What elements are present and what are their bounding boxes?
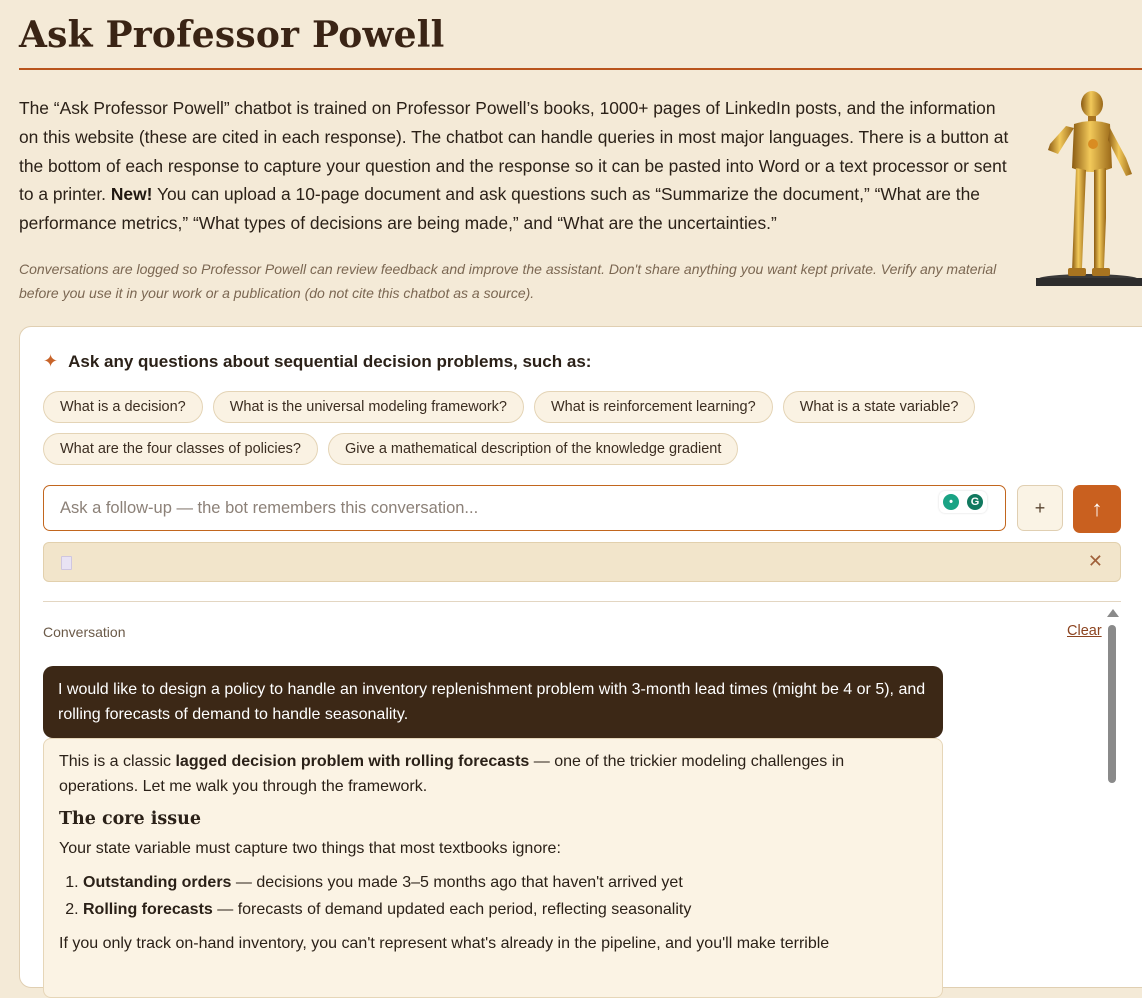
bot-paragraph: If you only track on-hand inventory, you can't represent what's already in the pipeline, and you'll make terrible bbox=[59, 935, 830, 952]
suggestion-chip[interactable]: What is the universal modeling framework? bbox=[213, 391, 524, 423]
list-item bbox=[83, 869, 927, 896]
list-item bbox=[83, 896, 927, 923]
chat-panel bbox=[19, 326, 1142, 988]
list-item-bold: Rolling forecasts bbox=[83, 901, 213, 918]
grammarly-icon[interactable]: G bbox=[967, 494, 983, 510]
suggestion-chips bbox=[43, 391, 1043, 475]
bot-bold-text: lagged decision problem with rolling forecasts bbox=[175, 753, 530, 770]
user-message: I would like to design a policy to handle an inventory replenishment problem with 3-month lead times (might be 4 or 5), and rolling forecasts of demand to handle seasonality. bbox=[43, 666, 943, 738]
bulb-icon[interactable]: • bbox=[943, 494, 959, 510]
bot-paragraph bbox=[59, 749, 927, 799]
bot-response bbox=[43, 738, 943, 998]
conversation-label: Conversation bbox=[43, 624, 126, 640]
suggestion-row bbox=[43, 391, 1043, 423]
document-icon bbox=[61, 556, 72, 570]
intro-paragraph bbox=[19, 94, 1019, 238]
list-item-text: — forecasts of demand updated each period, reflecting seasonality bbox=[212, 901, 692, 918]
new-label: New! bbox=[110, 184, 153, 205]
bot-list bbox=[59, 869, 927, 923]
bot-text: This is a classic bbox=[59, 753, 176, 770]
grammarly-widget[interactable] bbox=[939, 491, 987, 513]
intro-text-new: You can upload a 10-page document and ask questions such as “Summarize the document,” “What are the performance metrics,” “What types of decisions are being made,” and “What are the uncertainties.” bbox=[19, 184, 980, 234]
list-item-bold: Outstanding orders bbox=[83, 874, 232, 891]
intro-text: The “Ask Professor Powell” chatbot is trained on Professor Powell’s books, 1000+ pages of LinkedIn posts, and the information on this website (these are cited in each response). The chatbot can handle queries in most major languages. There is a button at the bottom of each response to capture your question and the response so it can be pasted into Word or a text processor or sent to a printer. bbox=[19, 98, 1009, 205]
bot-heading: The core issue bbox=[59, 809, 201, 829]
suggestion-chip[interactable]: What is a decision? bbox=[43, 391, 203, 423]
title-divider bbox=[19, 68, 1142, 70]
page-title: Ask Professor Powell bbox=[19, 14, 445, 56]
add-attachment-button[interactable]: + bbox=[1017, 485, 1063, 531]
suggestion-chip[interactable]: What is reinforcement learning? bbox=[534, 391, 773, 423]
clear-link[interactable]: Clear bbox=[1067, 623, 1102, 639]
question-input[interactable] bbox=[58, 498, 922, 519]
bot-paragraph: Your state variable must capture two things that most textbooks ignore: bbox=[59, 840, 561, 857]
send-button[interactable]: ↑ bbox=[1073, 485, 1121, 533]
scrollbar-thumb[interactable] bbox=[1108, 625, 1116, 783]
section-divider bbox=[43, 601, 1121, 602]
sparkle-icon: ✦ bbox=[43, 351, 59, 371]
scrollbar[interactable] bbox=[1106, 607, 1118, 987]
list-item-text: — decisions you made 3–5 months ago that haven't arrived yet bbox=[231, 874, 683, 891]
suggestion-chip[interactable]: What are the four classes of policies? bbox=[43, 433, 318, 465]
suggestion-row bbox=[43, 433, 1043, 465]
disclaimer-note: Conversations are logged so Professor Powell can review feedback and improve the assistant. Don't share anything you want kept private. Verify any material before you use it in your work or a publication (do not cite this chatbot as a source). bbox=[19, 261, 997, 301]
attachment-bar bbox=[43, 542, 1121, 582]
robot-figure-image bbox=[1036, 88, 1142, 288]
question-input-box bbox=[43, 485, 1006, 531]
ask-header bbox=[43, 351, 591, 372]
bot-text: — one of the trickier modeling challenges in operations. Let me walk you through the framework. bbox=[59, 753, 845, 795]
close-icon[interactable]: ✕ bbox=[1087, 551, 1103, 571]
scroll-up-arrow-icon[interactable] bbox=[1107, 609, 1119, 617]
ask-title: Ask any questions about sequential decision problems, such as: bbox=[68, 351, 592, 371]
suggestion-chip[interactable]: What is a state variable? bbox=[783, 391, 976, 423]
suggestion-chip[interactable]: Give a mathematical description of the knowledge gradient bbox=[328, 433, 738, 465]
